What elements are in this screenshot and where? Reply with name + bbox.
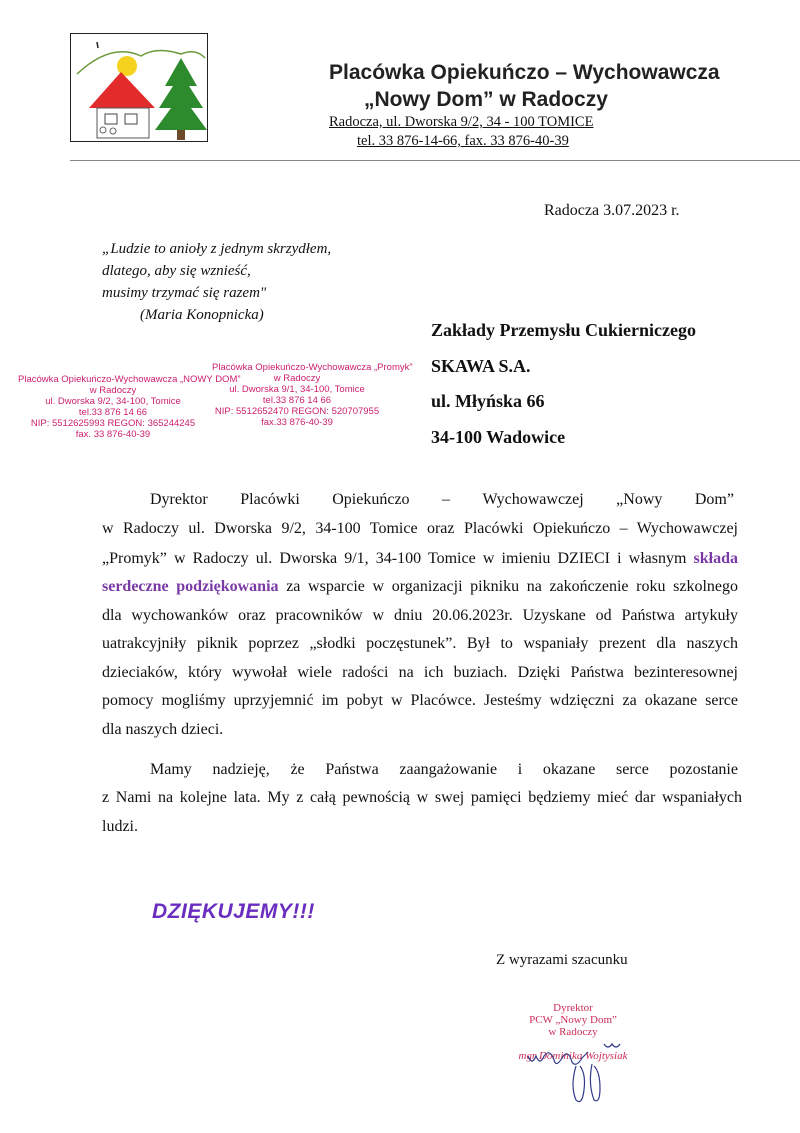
highlight-text: serdeczne podziękowania bbox=[102, 578, 279, 595]
organization-contact: tel. 33 876-14-66, fax. 33 876-40-39 bbox=[357, 133, 569, 149]
body-line: Dyrektor Placówki Opiekuńczo – Wychowawczej „Nowy Dom” bbox=[150, 491, 734, 508]
handwritten-signature-icon bbox=[508, 1036, 648, 1106]
stamp-line: tel.33 876 14 66 bbox=[262, 395, 332, 406]
body-line: ludzi. bbox=[102, 818, 138, 835]
stamp-line: ul. Dworska 9/1, 34-100, Tomice bbox=[229, 384, 365, 395]
body-line: dla wychowanków oraz pracowników w dniu 20.06.2023r. Uzyskane od Państwa artykuły bbox=[102, 607, 738, 624]
quote-line: „Ludzie to anioły z jednym skrzydłem, bbox=[102, 241, 332, 257]
quote-line: dlatego, aby się wznieść, bbox=[102, 263, 251, 279]
quote-author: (Maria Konopnicka) bbox=[140, 307, 264, 323]
organization-subname: „Nowy Dom” w Radoczy bbox=[364, 88, 608, 111]
body-line: z Nami na kolejne lata. My z całą pewnością w swej pamięci będziemy mieć dar wspaniałych bbox=[102, 789, 742, 806]
thanks-heading: DZIĘKUJEMY!!! bbox=[152, 900, 315, 923]
body-line: w Radoczy ul. Dworska 9/2, 34-100 Tomice oraz Placówki Opiekuńczo – Wychowawczej bbox=[102, 520, 738, 537]
organization-address: Radocza, ul. Dworska 9/2, 34 - 100 TOMICE bbox=[329, 114, 594, 130]
body-line: pomocy mogliśmy uprzyjemnić im pobyt w Placówce. Jesteśmy wdzięczni za okazane serce bbox=[102, 692, 738, 709]
stamp-line: Placówka Opiekuńczo-Wychowawcza „NOWY DOM” bbox=[18, 374, 241, 385]
signature-line: w Radoczy bbox=[548, 1026, 598, 1038]
body-line: dzieciaków, który wywołał wiele radości na ich buziach. Dzięki Państwa bezinteresownej bbox=[102, 664, 738, 681]
signature-line: PCW „Nowy Dom” bbox=[529, 1014, 617, 1026]
recipient-street: ul. Młyńska 66 bbox=[431, 391, 545, 411]
stamp-line: NIP: 5512625993 REGON: 365244245 bbox=[30, 418, 196, 429]
body-line: uatrakcyjniły piknik poprzez „słodki poczęstunek”. Był to wspaniały prezent dla naszych bbox=[102, 635, 738, 652]
stamp-line: tel.33 876 14 66 bbox=[78, 407, 148, 418]
recipient-company: Zakłady Przemysłu Cukierniczego bbox=[431, 320, 696, 340]
body-line: dla naszych dzieci. bbox=[102, 721, 224, 738]
stamp-line: fax.33 876-40-39 bbox=[261, 417, 333, 428]
highlight-text: składa bbox=[693, 550, 739, 567]
closing-phrase: Z wyrazami szacunku bbox=[496, 952, 628, 968]
letter-date: Radocza 3.07.2023 r. bbox=[544, 202, 680, 219]
stamp-line: NIP: 5512652470 REGON: 520707955 bbox=[214, 406, 380, 417]
signature-line: mgr Dominika Wojtysiak bbox=[518, 1050, 628, 1062]
recipient-city: 34-100 Wadowice bbox=[431, 427, 566, 447]
organization-name: Placówka Opiekuńczo – Wychowawcza bbox=[329, 61, 720, 84]
body-line: Mamy nadzieję, że Państwa zaangażowanie i okazane serce pozostanie bbox=[150, 761, 738, 778]
stamp-line: fax. 33 876-40-39 bbox=[75, 429, 151, 440]
recipient-name: SKAWA S.A. bbox=[431, 356, 531, 376]
signature-line: Dyrektor bbox=[553, 1002, 593, 1014]
stamp-line: w Radoczy bbox=[89, 385, 137, 396]
body-line: serdeczne podziękowania za wsparcie w organizacji pikniku na zakończenie roku szkolnego bbox=[102, 578, 739, 595]
signature-block bbox=[498, 1002, 648, 1062]
body-line: „Promyk” w Radoczy ul. Dworska 9/1, 34-100 Tomice w imieniu DZIECI i własnym składa bbox=[102, 550, 739, 567]
quote-line: musimy trzymać się razem" bbox=[102, 285, 267, 301]
stamp-line: ul. Dworska 9/2, 34-100, Tomice bbox=[45, 396, 181, 407]
stamp-line: Placówka Opiekuńczo-Wychowawcza „Promyk” bbox=[212, 362, 413, 373]
stamp-line: w Radoczy bbox=[273, 373, 321, 384]
